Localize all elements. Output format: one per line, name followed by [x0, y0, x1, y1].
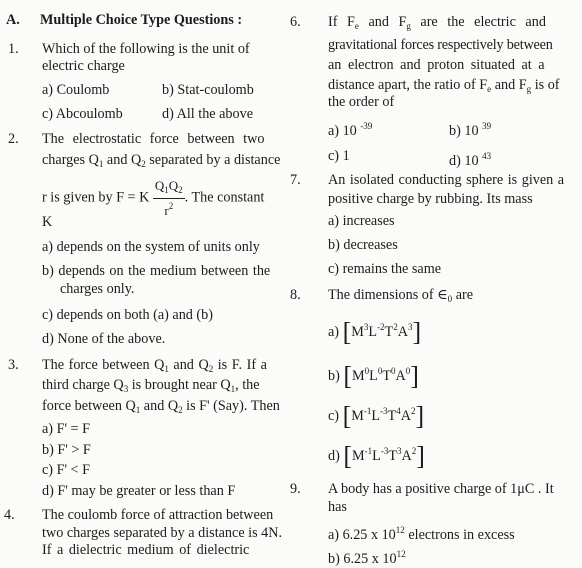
question-text: If $F_e$ and $F_g$ are the electric and	[328, 14, 546, 31]
option-b: b) 10 $^{39}$	[449, 121, 492, 139]
option-b: b) depends on the medium between the	[42, 263, 271, 279]
option-d: d) $[M^{-1}L^{-3}T^3A^2]$	[328, 441, 425, 471]
question-text: electric charge	[42, 58, 125, 74]
question-text: the order of	[328, 94, 395, 110]
question-number: 8.	[290, 287, 301, 303]
question-text: Which of the following is the unit of	[42, 41, 250, 57]
option-a: a) F' = F	[42, 421, 91, 437]
question-text: two charges separated by a distance is 4N.	[42, 525, 283, 541]
question-text: K	[42, 214, 53, 230]
option-d: d) All the above	[162, 106, 254, 122]
question-number: 4.	[4, 507, 15, 523]
question-text: positive charge by rubbing. Its mass	[328, 191, 533, 207]
question-text: third charge $Q_3$ is brought near $Q_1$, the	[42, 377, 260, 394]
question-number: 1.	[8, 41, 19, 57]
option-a: a) 6.25 x $10^{12}$ electrons in excess	[328, 525, 515, 543]
question-text: The electrostatic force between two	[42, 131, 265, 147]
question-number: 6.	[290, 14, 301, 30]
option-b: b) $[M^0L^0T^0A^0]$	[328, 361, 419, 391]
option-a: a) increases	[328, 213, 395, 229]
formula-line: r is given by F = K $\frac{Q_1Q_2}{r^2}$ . The constant	[42, 178, 265, 218]
question-text: The coulomb force of attraction between	[42, 507, 274, 523]
option-d: d) F' may be greater or less than F	[42, 483, 236, 499]
option-d: d) None of the above.	[42, 331, 166, 347]
section-title: Multiple Choice Type Questions :	[40, 12, 243, 28]
option-c: c) Abcoulomb	[42, 106, 123, 122]
option-a: a) Coulomb	[42, 82, 110, 98]
coulomb-fraction: $\frac{Q_1Q_2}{r^2}$	[154, 178, 183, 218]
right-column	[289, 0, 582, 567]
question-number: 9.	[290, 481, 301, 497]
question-text: charges $Q_1$ and $Q_2$ separated by a distance	[42, 152, 281, 169]
option-b: b) decreases	[328, 237, 398, 253]
option-a: a) depends on the system of units only	[42, 239, 260, 255]
option-a: a) 10 $^{-39}$	[328, 121, 373, 139]
question-number: 2.	[8, 131, 19, 147]
option-c: c) remains the same	[328, 261, 442, 277]
option-c: c) 1	[328, 148, 350, 164]
option-b-cont: charges only.	[60, 281, 135, 297]
question-text: A body has a positive charge of 1μC . It	[328, 481, 554, 497]
question-text: distance apart, the ratio of $F_e$ and $F_g$ is of	[328, 77, 560, 94]
question-number: 3.	[8, 357, 19, 373]
option-b: b) Stat-coulomb	[162, 82, 254, 98]
option-a: a) $[M^3L^{-2}T^2A^3]$	[328, 317, 422, 347]
option-b: b) F' > F	[42, 442, 91, 458]
question-text: If a dielectric medium of dielectric	[42, 542, 250, 558]
question-number: 7.	[290, 172, 301, 188]
option-c: c) $[M^{-1}L^{-3}T^4A^2]$	[328, 401, 425, 431]
question-text: gravitational forces respectively between	[328, 37, 553, 53]
option-c: c) F' < F	[42, 462, 91, 478]
question-text: The dimensions of $\in_0$ are	[328, 287, 474, 304]
section-letter: A.	[6, 12, 20, 28]
question-text: An isolated conducting sphere is given a	[328, 172, 565, 188]
option-c: c) depends on both (a) and (b)	[42, 307, 213, 323]
question-text: The force between $Q_1$ and $Q_2$ is F. If a	[42, 357, 267, 374]
question-text: force between $Q_1$ and $Q_2$ is F' (Say). Then	[42, 398, 280, 415]
left-column	[0, 0, 290, 558]
question-text: has	[328, 499, 347, 515]
option-d: d) 10 $^{43}$	[449, 151, 492, 169]
option-b: b) 6.25 x $10^{12}$	[328, 549, 406, 567]
question-text: an electron and proton situated at a	[328, 57, 545, 73]
